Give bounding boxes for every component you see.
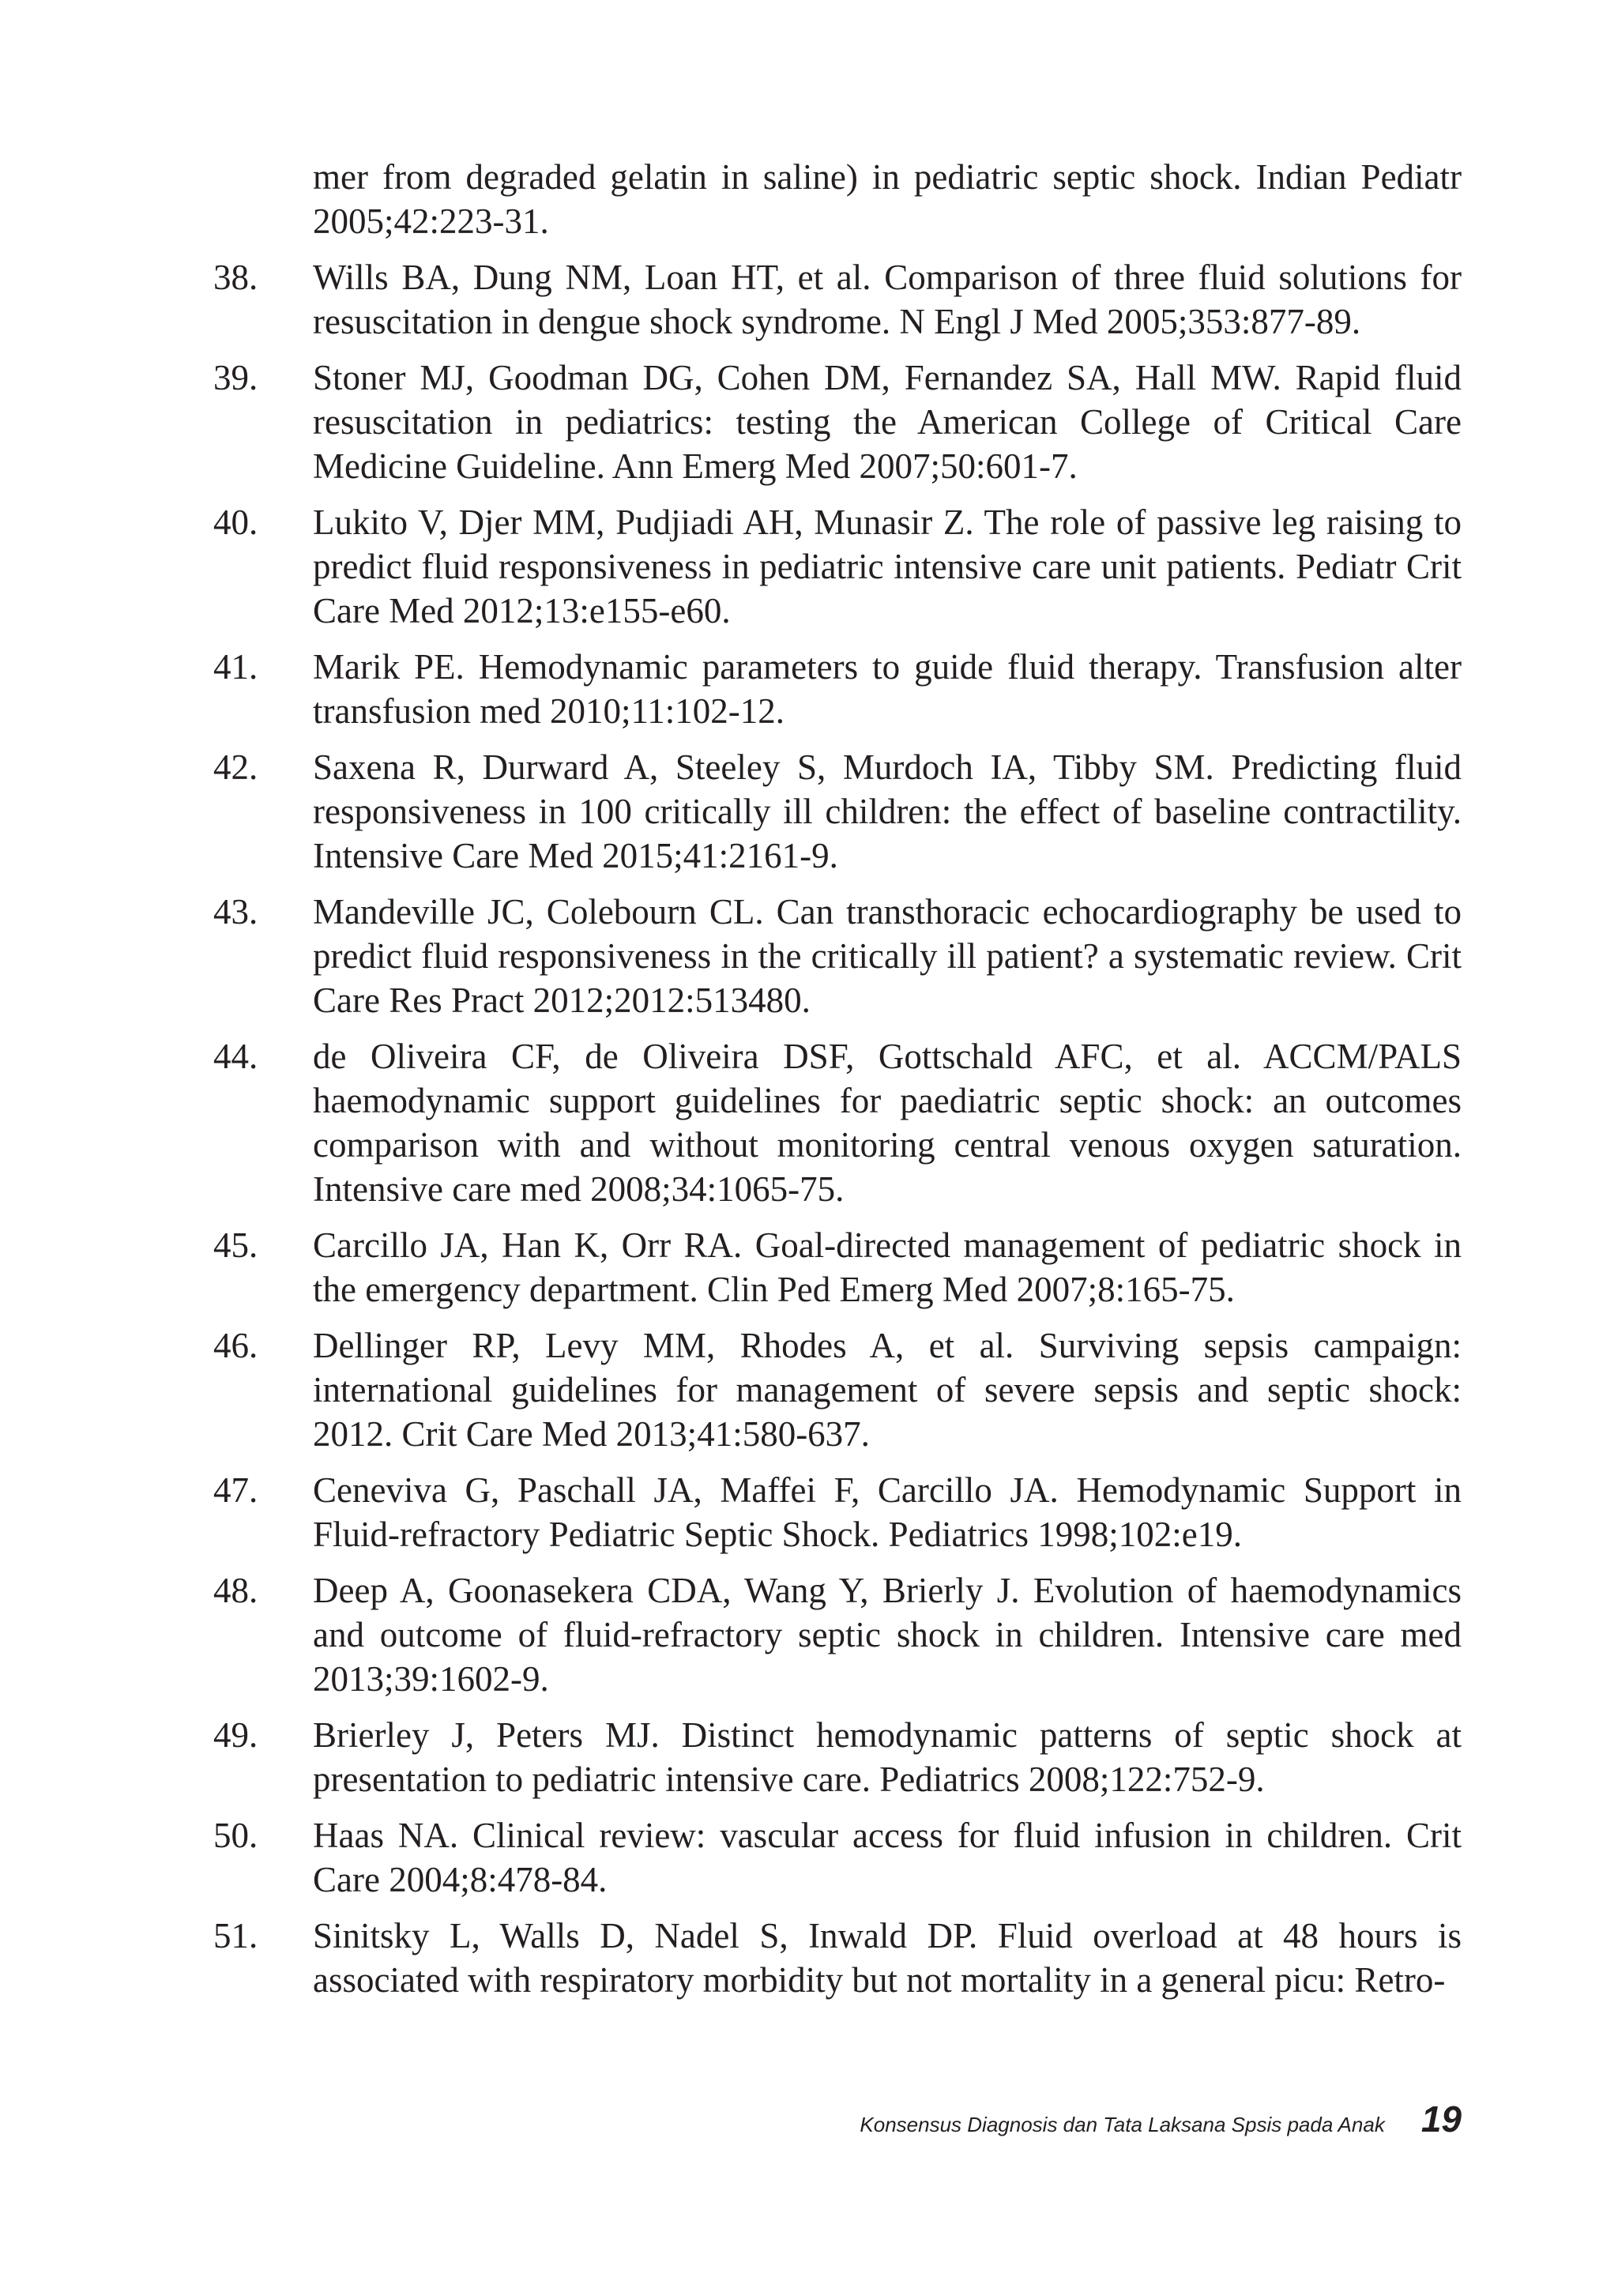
reference-number: 48. [213,1571,258,1610]
reference-item [213,1034,1462,1211]
reference-text: de Oliveira CF, de Oliveira DSF, Gottschald AFC, et al. ACCM/PALS haemodynamic support guidelines for paediatric septic shock: an outcomes comparison with and without monitoring central venous oxygen saturation. Intensive care med 2008;34:1065-75. [313,1037,1462,1209]
reference-text: Haas NA. Clinical review: vascular access for fluid infusion in children. Crit Care 2004;8:478-84. [313,1816,1462,1899]
reference-item [213,1568,1462,1701]
reference-text: Carcillo JA, Han K, Orr RA. Goal-directed management of pediatric shock in the emergency department. Clin Ped Emerg Med 2007;8:165-75. [313,1225,1462,1309]
reference-number: 40. [213,502,258,542]
reference-item [213,890,1462,1022]
reference-number: 46. [213,1326,258,1365]
reference-number: 51. [213,1916,258,1955]
reference-item [213,255,1462,344]
reference-item [213,1813,1462,1902]
page-number: 19 [1420,2098,1462,2140]
reference-item [213,745,1462,878]
reference-number: 38. [213,258,258,297]
reference-text: Sinitsky L, Walls D, Nadel S, Inwald DP. Fluid overload at 48 hours is associated with respiratory morbidity but not mortality in a general picu: Retro- [313,1916,1462,2000]
reference-text: Marik PE. Hemodynamic parameters to guide fluid therapy. Transfusion alter transfusion med 2010;11:102-12. [313,647,1462,731]
page-footer [860,2098,1462,2140]
reference-item [213,1468,1462,1556]
reference-number: 43. [213,892,258,932]
reference-number: 45. [213,1225,258,1265]
reference-item [213,1914,1462,2002]
reference-text: Mandeville JC, Colebourn CL. Can transthoracic echocardiography be used to predict fluid responsiveness in the critically ill patient? a systematic review. Crit Care Res Pract 2012;2012:513480. [313,892,1462,1020]
reference-number: 50. [213,1816,258,1855]
reference-text: Ceneviva G, Paschall JA, Maffei F, Carcillo JA. Hemodynamic Support in Fluid-refractory Pediatric Septic Shock. Pediatrics 1998;102:e19. [313,1470,1462,1554]
reference-item [213,645,1462,733]
reference-item [213,356,1462,488]
reference-number: 47. [213,1470,258,1510]
reference-number: 41. [213,647,258,687]
reference-text: Deep A, Goonasekera CDA, Wang Y, Brierly J. Evolution of haemodynamics and outcome of fluid-refractory septic shock in children. Intensive care med 2013;39:1602-9. [313,1571,1462,1699]
reference-number: 49. [213,1715,258,1755]
reference-text: Saxena R, Durward A, Steeley S, Murdoch IA, Tibby SM. Predicting fluid responsiveness in 100 critically ill children: the effect of baseline contractility. Intensive Care Med 2015;41:2161-9. [313,747,1462,875]
reference-text: Brierley J, Peters MJ. Distinct hemodynamic patterns of septic shock at presentation to pediatric intensive care. Pediatrics 2008;122:752-9. [313,1715,1462,1799]
reference-text: Dellinger RP, Levy MM, Rhodes A, et al. Surviving sepsis campaign: international guidelines for management of severe sepsis and septic shock: 2012. Crit Care Med 2013;41:580-637. [313,1326,1462,1454]
reference-number: 42. [213,747,258,787]
reference-text: Wills BA, Dung NM, Loan HT, et al. Comparison of three fluid solutions for resuscitation in dengue shock syndrome. N Engl J Med 2005;353:877-89. [313,258,1462,341]
reference-number: 44. [213,1037,258,1076]
reference-number: 39. [213,358,258,397]
reference-item [213,1223,1462,1312]
reference-text: Lukito V, Djer MM, Pudjiadi AH, Munasir Z. The role of passive leg raising to predict fluid responsiveness in pediatric intensive care unit patients. Pediatr Crit Care Med 2012;13:e155-e60. [313,502,1462,630]
reference-text: Stoner MJ, Goodman DG, Cohen DM, Fernandez SA, Hall MW. Rapid fluid resuscitation in pediatrics: testing the American College of Critical Care Medicine Guideline. Ann Emerg Med 2007;50:601-7. [313,358,1462,486]
reference-item [213,155,1462,243]
reference-item [213,500,1462,633]
reference-item [213,1323,1462,1456]
running-title: Konsensus Diagnosis dan Tata Laksana Spsis pada Anak [860,2113,1385,2136]
reference-item [213,1713,1462,1801]
reference-text: mer from degraded gelatin in saline) in pediatric septic shock. Indian Pediatr 2005;42:223-31. [313,157,1462,241]
reference-list [213,155,1462,2014]
